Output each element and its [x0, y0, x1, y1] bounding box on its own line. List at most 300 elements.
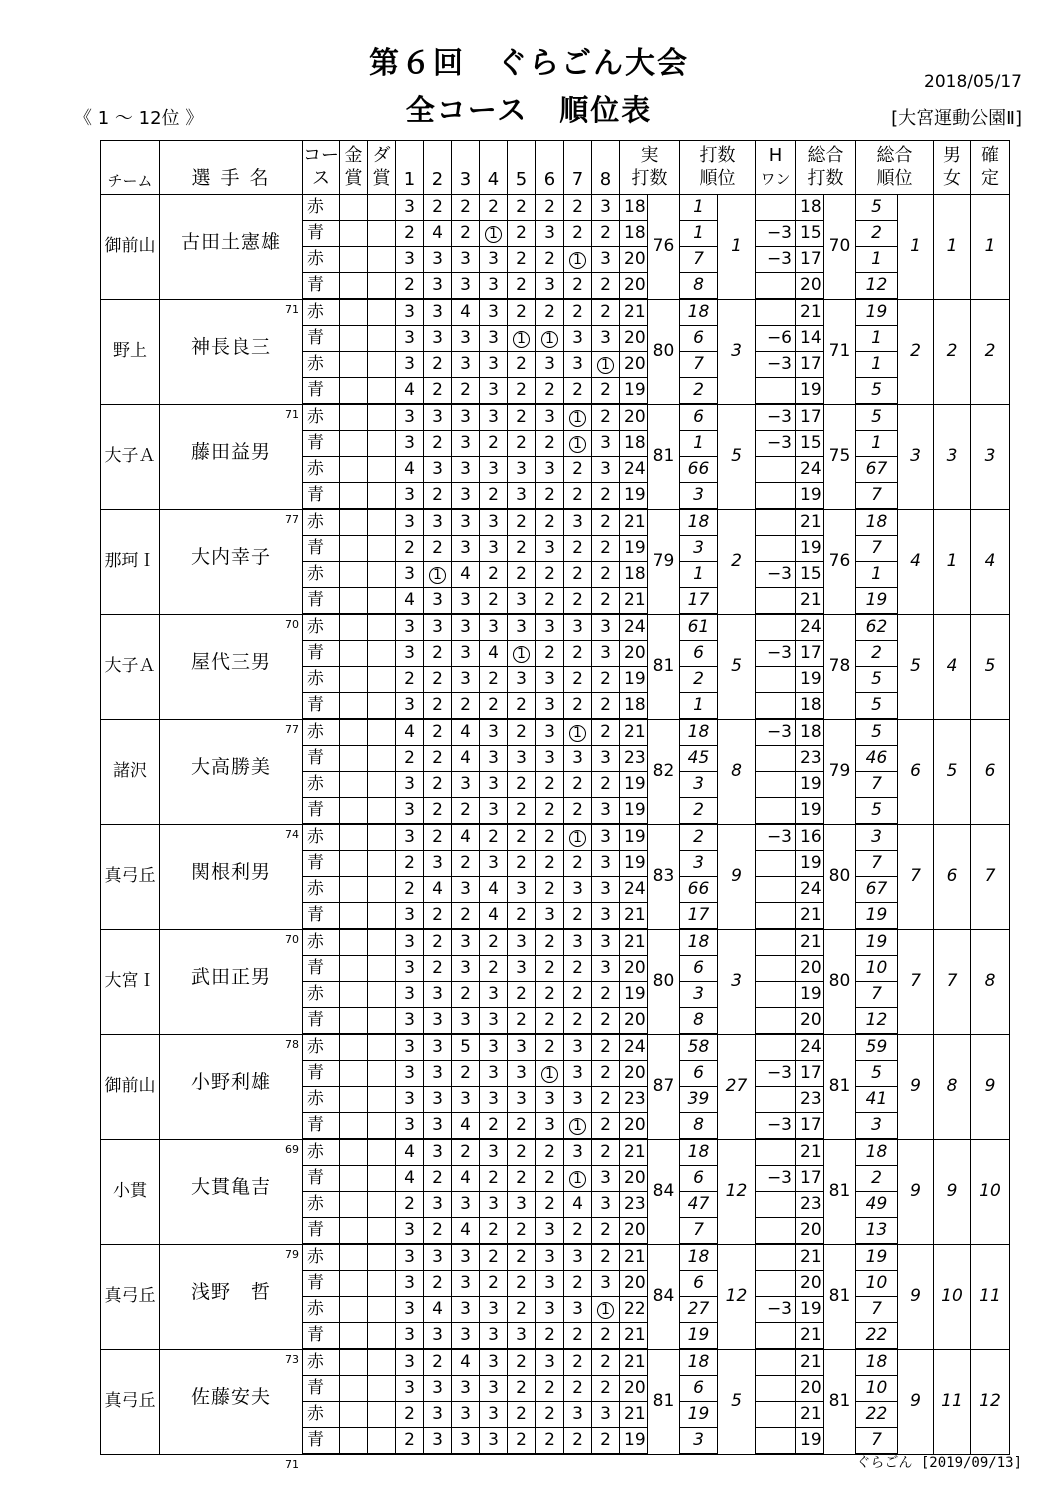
actual-strokes: 81	[648, 614, 680, 719]
score-value: 2	[460, 984, 471, 1004]
hole-score	[536, 1034, 564, 1061]
footer-credit: ぐらごん [2019/09/13]	[856, 1455, 1022, 1471]
gold-prize	[340, 247, 368, 273]
player-age: 74	[285, 827, 299, 841]
score-value: 3	[432, 1115, 443, 1135]
hole-score	[480, 1192, 508, 1218]
final-rank: 6	[971, 719, 1010, 824]
score-value: 3	[572, 932, 583, 952]
hole-score	[564, 1376, 592, 1402]
hole-score	[396, 1008, 424, 1035]
score-value: 2	[600, 1220, 611, 1240]
da-prize	[368, 221, 396, 247]
hole-score	[592, 719, 620, 746]
hole-score	[396, 483, 424, 510]
score-value: 3	[544, 1352, 555, 1372]
score-value: 3	[460, 1325, 471, 1345]
score-value: 3	[544, 1273, 555, 1293]
score-value: 2	[572, 223, 583, 243]
hole-score	[564, 1008, 592, 1035]
course-name: 赤	[303, 352, 340, 378]
score-value: 3	[572, 1037, 583, 1057]
score-value: 2	[544, 1010, 555, 1030]
hole-score	[564, 929, 592, 956]
hole-score	[592, 536, 620, 562]
gold-prize	[340, 1087, 368, 1113]
hole-score	[396, 667, 424, 693]
gold-prize	[340, 824, 368, 851]
score-value: 2	[488, 827, 499, 847]
score-value: 4	[404, 1142, 415, 1162]
hole-score	[396, 1428, 424, 1455]
table-row	[101, 614, 1010, 641]
net-score: 21	[796, 1323, 824, 1350]
round-total: 18	[620, 562, 648, 588]
hole-score	[508, 352, 536, 378]
event-date: 2018/05/17	[924, 72, 1022, 92]
hole-score	[564, 903, 592, 930]
hole-score	[424, 956, 452, 982]
score-value: 3	[488, 538, 499, 558]
hole-score	[396, 536, 424, 562]
gold-prize	[340, 483, 368, 510]
score-value: 3	[404, 800, 415, 820]
round-total: 21	[620, 1139, 648, 1166]
hole-score	[480, 746, 508, 772]
hole-score	[396, 273, 424, 300]
net-score: 20	[796, 1376, 824, 1402]
score-value: 3	[404, 197, 415, 217]
da-prize	[368, 1113, 396, 1140]
score-value: 3	[404, 1063, 415, 1083]
round-rank: 18	[680, 1139, 718, 1166]
score-value: 4	[432, 1299, 443, 1319]
hole-score	[452, 1192, 480, 1218]
final-rank: 1	[971, 195, 1010, 300]
score-value: 2	[432, 380, 443, 400]
score-value: 4	[404, 1168, 415, 1188]
score-value: 3	[516, 485, 527, 505]
score-value: 2	[516, 1115, 527, 1135]
team-name: 諸沢	[101, 719, 160, 824]
hole-score	[564, 1218, 592, 1245]
hole-score	[564, 1034, 592, 1061]
hole-in-one-bonus	[756, 798, 796, 825]
total-strokes: 75	[824, 404, 856, 509]
score-value: 3	[460, 643, 471, 663]
score-value: 3	[600, 643, 611, 663]
hole-score	[452, 641, 480, 667]
hole-score	[564, 1428, 592, 1455]
hole-score	[452, 273, 480, 300]
hole-score	[396, 221, 424, 247]
hole-in-one-bonus	[756, 1376, 796, 1402]
score-value: 2	[516, 223, 527, 243]
course-name: 赤	[303, 509, 340, 536]
hole-score	[480, 982, 508, 1008]
player-age: 78	[285, 1037, 299, 1051]
da-prize	[368, 483, 396, 510]
col-actual: 実 打数	[620, 141, 680, 195]
hole-score	[592, 1034, 620, 1061]
score-value: 4	[460, 1220, 471, 1240]
score-value: 3	[404, 1220, 415, 1240]
score-value: 4	[404, 459, 415, 479]
player-cell	[160, 1244, 303, 1366]
round-total: 23	[620, 1192, 648, 1218]
da-prize	[368, 457, 396, 483]
score-value: 3	[404, 932, 415, 952]
score-value: 3	[432, 249, 443, 269]
round-rank: 45	[680, 746, 718, 772]
round-rank: 39	[680, 1087, 718, 1113]
table-row	[101, 1349, 1010, 1376]
da-prize	[368, 798, 396, 825]
hole-score	[592, 1428, 620, 1455]
score-value: 3	[488, 1299, 499, 1319]
hole-score	[564, 877, 592, 903]
round-total: 20	[620, 641, 648, 667]
score-value: 2	[488, 669, 499, 689]
course-name: 赤	[303, 1297, 340, 1323]
round-rank: 7	[680, 1218, 718, 1245]
player-cell	[160, 614, 303, 736]
hole-score	[508, 1139, 536, 1166]
course-name: 青	[303, 1113, 340, 1140]
hole-score	[564, 483, 592, 510]
table-row	[101, 1034, 1010, 1061]
player-cell	[160, 824, 303, 946]
score-value: 2	[516, 905, 527, 925]
hole-score	[480, 1034, 508, 1061]
round-total: 21	[620, 1349, 648, 1376]
net-score: 21	[796, 903, 824, 930]
hole-score	[536, 1113, 564, 1140]
score-value: 3	[404, 1299, 415, 1319]
hole-score	[396, 641, 424, 667]
net-rank: 22	[856, 1323, 898, 1350]
score-value: 2	[544, 433, 555, 453]
score-value: 2	[600, 722, 611, 742]
hole-score	[480, 378, 508, 405]
final-rank: 11	[971, 1244, 1010, 1349]
course-name: 青	[303, 221, 340, 247]
score-value: 2	[488, 590, 499, 610]
gender-rank: 3	[934, 404, 971, 509]
net-score: 17	[796, 247, 824, 273]
score-value: 3	[544, 275, 555, 295]
score-value: 3	[432, 1247, 443, 1267]
round-total: 20	[620, 1166, 648, 1192]
score-value: 2	[600, 564, 611, 584]
score-value: 2	[572, 1273, 583, 1293]
score-value: 2	[432, 354, 443, 374]
total-strokes: 80	[824, 929, 856, 1034]
round-rank: 1	[680, 562, 718, 588]
hole-in-one-bonus	[756, 483, 796, 510]
hole-in-one-bonus	[756, 1087, 796, 1113]
gold-prize	[340, 746, 368, 772]
total-strokes: 78	[824, 614, 856, 719]
score-value: 3	[544, 1115, 555, 1135]
hole-score	[536, 195, 564, 221]
hole-score	[508, 195, 536, 221]
net-score: 24	[796, 1034, 824, 1061]
net-rank: 41	[856, 1087, 898, 1113]
net-score: 23	[796, 1087, 824, 1113]
score-value: 2	[488, 695, 499, 715]
course-name: 赤	[303, 1402, 340, 1428]
table-row	[101, 509, 1010, 536]
gold-prize	[340, 1218, 368, 1245]
hole-score	[452, 562, 480, 588]
net-rank: 7	[856, 982, 898, 1008]
hole-score	[424, 693, 452, 720]
course-name: 青	[303, 588, 340, 615]
course-name: 青	[303, 1271, 340, 1297]
score-value: 3	[544, 538, 555, 558]
score-value: 2	[600, 1325, 611, 1345]
round-rank: 58	[680, 1034, 718, 1061]
col-hole-4: 4	[480, 141, 508, 195]
hole-score	[508, 536, 536, 562]
hole-score	[452, 982, 480, 1008]
score-value: 3	[404, 1273, 415, 1293]
score-value: 2	[404, 275, 415, 295]
round-total: 24	[620, 877, 648, 903]
score-value: 3	[432, 1325, 443, 1345]
course-name: 青	[303, 273, 340, 300]
round-rank: 17	[680, 588, 718, 615]
score-value: 2	[460, 905, 471, 925]
net-rank: 5	[856, 693, 898, 720]
score-value: 2	[572, 800, 583, 820]
total-strokes: 80	[824, 824, 856, 929]
score-value: 3	[404, 1037, 415, 1057]
hole-in-one-bonus: −3	[756, 824, 796, 851]
gold-prize	[340, 667, 368, 693]
score-value: 3	[488, 1325, 499, 1345]
hole-score	[424, 1008, 452, 1035]
player-name: 藤田益男	[190, 441, 271, 463]
strokes-rank: 27	[718, 1034, 756, 1139]
score-value: 3	[404, 302, 415, 322]
hole-score	[592, 1113, 620, 1140]
total-rank: 2	[898, 299, 934, 404]
score-value: 3	[516, 958, 527, 978]
hole-score	[424, 1349, 452, 1376]
score-value: 1	[597, 1302, 614, 1319]
gold-prize	[340, 1323, 368, 1350]
hole-score	[564, 457, 592, 483]
net-score: 15	[796, 562, 824, 588]
hole-score	[480, 404, 508, 431]
score-value: 2	[460, 223, 471, 243]
round-total: 21	[620, 1402, 648, 1428]
score-value: 2	[488, 197, 499, 217]
total-rank: 3	[898, 404, 934, 509]
hole-score	[564, 588, 592, 615]
hole-score	[424, 877, 452, 903]
course-name: 青	[303, 1428, 340, 1455]
hole-score	[536, 877, 564, 903]
player-cell	[160, 1349, 303, 1471]
course-name: 青	[303, 693, 340, 720]
hole-score	[592, 326, 620, 352]
hole-score	[508, 431, 536, 457]
hole-score	[480, 903, 508, 930]
hole-score	[536, 667, 564, 693]
hole-in-one-bonus	[756, 667, 796, 693]
hole-score	[480, 1139, 508, 1166]
round-total: 19	[620, 851, 648, 877]
hole-score	[452, 536, 480, 562]
hole-score	[452, 1297, 480, 1323]
round-rank: 3	[680, 536, 718, 562]
hole-score	[424, 1218, 452, 1245]
hole-score	[396, 404, 424, 431]
hole-score	[480, 195, 508, 221]
hole-score	[592, 877, 620, 903]
hole-score	[536, 1008, 564, 1035]
hole-score	[480, 299, 508, 326]
score-value: 3	[432, 590, 443, 610]
score-value: 3	[488, 1194, 499, 1214]
score-value: 2	[600, 485, 611, 505]
da-prize	[368, 404, 396, 431]
hole-score	[396, 982, 424, 1008]
score-value: 4	[488, 643, 499, 663]
hole-score	[452, 877, 480, 903]
score-value: 2	[544, 512, 555, 532]
score-value: 2	[544, 485, 555, 505]
net-rank: 49	[856, 1192, 898, 1218]
da-prize	[368, 1376, 396, 1402]
course-name: 赤	[303, 404, 340, 431]
net-rank: 3	[856, 824, 898, 851]
hole-score	[564, 247, 592, 273]
score-value: 2	[432, 695, 443, 715]
gold-prize	[340, 273, 368, 300]
hole-score	[396, 746, 424, 772]
gold-prize	[340, 536, 368, 562]
hole-in-one-bonus: −3	[756, 404, 796, 431]
hole-score	[508, 982, 536, 1008]
score-value: 2	[600, 275, 611, 295]
score-value: 3	[488, 354, 499, 374]
score-value: 2	[516, 1168, 527, 1188]
score-value: 3	[600, 197, 611, 217]
hole-score	[480, 352, 508, 378]
final-rank: 7	[971, 824, 1010, 929]
hole-score	[396, 798, 424, 825]
hole-in-one-bonus: −6	[756, 326, 796, 352]
hole-score	[452, 824, 480, 851]
score-value: 3	[404, 774, 415, 794]
hole-score	[536, 1349, 564, 1376]
hole-score	[424, 431, 452, 457]
total-strokes: 79	[824, 719, 856, 824]
hole-score	[508, 326, 536, 352]
hole-score	[452, 929, 480, 956]
score-value: 4	[488, 905, 499, 925]
score-value: 3	[404, 1378, 415, 1398]
strokes-rank: 5	[718, 1349, 756, 1454]
hole-score	[480, 693, 508, 720]
hole-score	[508, 1218, 536, 1245]
hole-score	[564, 1244, 592, 1271]
gold-prize	[340, 693, 368, 720]
gender-rank: 4	[934, 614, 971, 719]
hole-score	[452, 1166, 480, 1192]
round-total: 19	[620, 772, 648, 798]
hole-in-one-bonus: −3	[756, 221, 796, 247]
da-prize	[368, 903, 396, 930]
hole-score	[480, 509, 508, 536]
hole-in-one-bonus	[756, 614, 796, 641]
total-rank: 9	[898, 1139, 934, 1244]
score-value: 3	[488, 512, 499, 532]
round-total: 18	[620, 693, 648, 720]
hole-score	[424, 982, 452, 1008]
score-value: 3	[488, 722, 499, 742]
hole-score	[536, 956, 564, 982]
hole-in-one-bonus	[756, 509, 796, 536]
final-rank: 12	[971, 1349, 1010, 1454]
hole-score	[424, 1166, 452, 1192]
score-value: 4	[404, 380, 415, 400]
hole-score	[536, 1192, 564, 1218]
hole-score	[592, 273, 620, 300]
da-prize	[368, 693, 396, 720]
hole-score	[480, 877, 508, 903]
hole-score	[592, 693, 620, 720]
score-value: 3	[600, 433, 611, 453]
strokes-rank: 12	[718, 1244, 756, 1349]
score-value: 2	[572, 774, 583, 794]
round-rank: 19	[680, 1402, 718, 1428]
hole-score	[536, 1139, 564, 1166]
course-name: 青	[303, 431, 340, 457]
score-value: 1	[541, 1066, 558, 1083]
round-total: 20	[620, 404, 648, 431]
total-strokes: 76	[824, 509, 856, 614]
score-value: 2	[488, 1220, 499, 1240]
hole-score	[564, 772, 592, 798]
gold-prize	[340, 457, 368, 483]
score-value: 3	[488, 800, 499, 820]
team-name: 大宮Ｉ	[101, 929, 160, 1034]
score-value: 3	[432, 984, 443, 1004]
round-total: 21	[620, 299, 648, 326]
score-value: 4	[460, 1168, 471, 1188]
round-rank: 3	[680, 483, 718, 510]
hole-score	[536, 588, 564, 615]
team-name: 小貫	[101, 1139, 160, 1244]
hole-score	[508, 299, 536, 326]
score-value: 2	[432, 1168, 443, 1188]
gold-prize	[340, 1139, 368, 1166]
score-value: 4	[460, 722, 471, 742]
hole-score	[508, 562, 536, 588]
team-name: 野上	[101, 299, 160, 404]
score-value: 1	[569, 830, 586, 847]
total-rank: 6	[898, 719, 934, 824]
score-value: 2	[516, 354, 527, 374]
net-score: 17	[796, 1061, 824, 1087]
da-prize	[368, 299, 396, 326]
score-value: 3	[404, 407, 415, 427]
